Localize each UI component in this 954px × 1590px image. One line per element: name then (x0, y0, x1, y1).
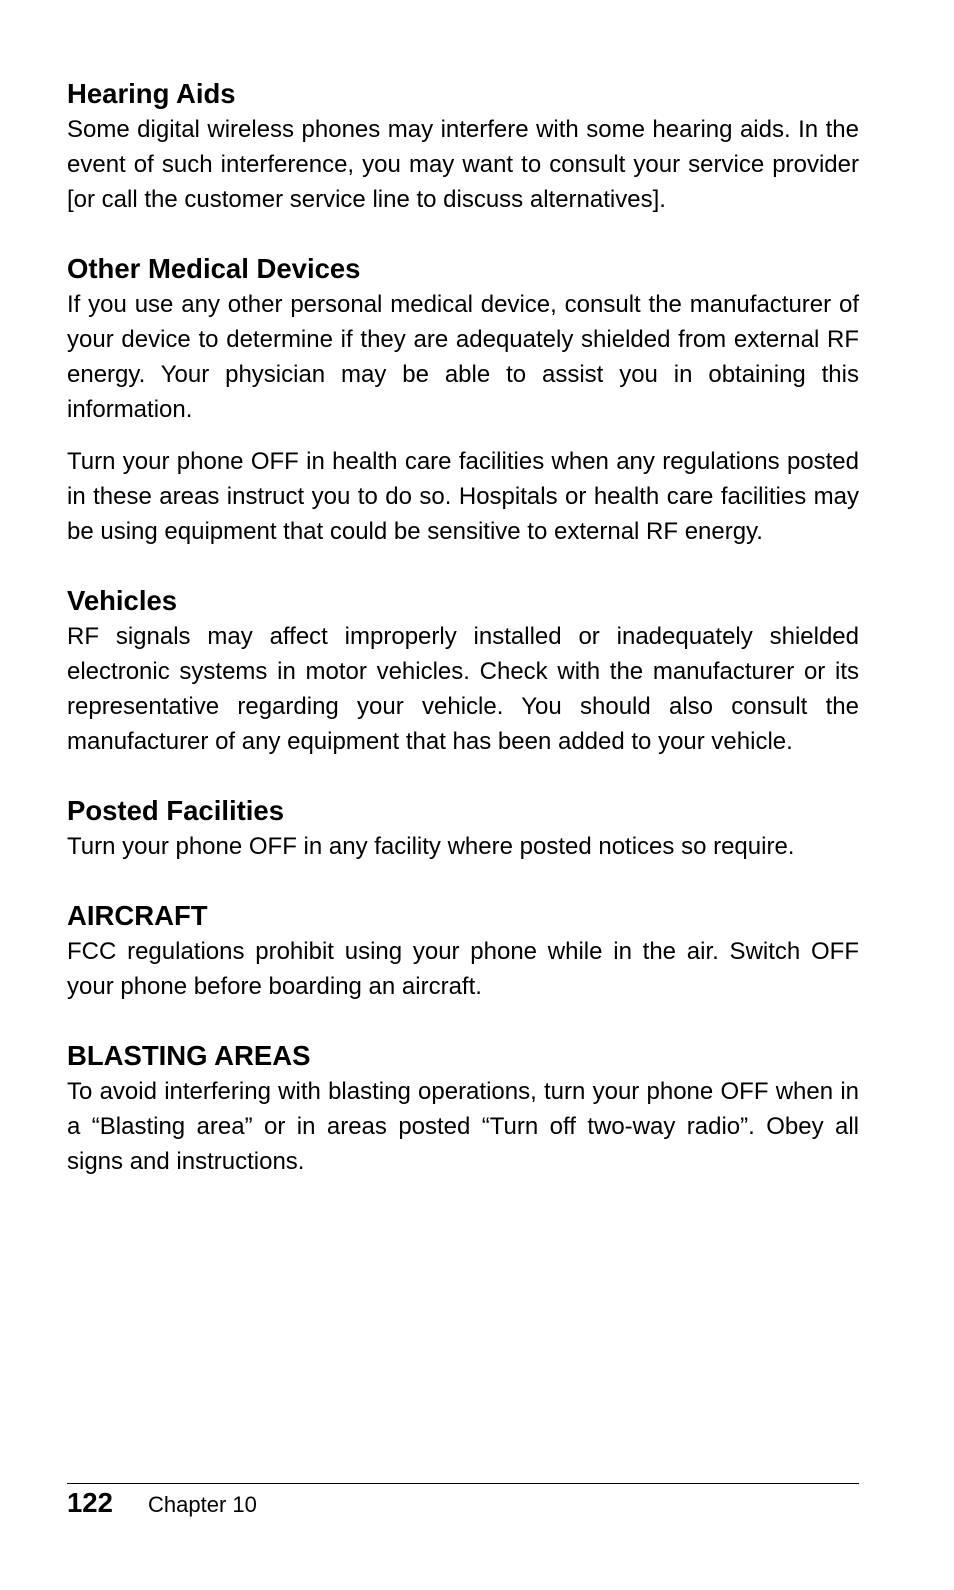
section-heading: Other Medical Devices (67, 253, 361, 284)
section-paragraph: If you use any other personal medical device, consult the manufacturer of your device to determine if they are adequately shielded from external RF energy. Your physician may be able to assist you in obtaining this information. (67, 291, 859, 423)
section-heading: Hearing Aids (67, 78, 236, 109)
section-blasting-areas (67, 1038, 859, 1179)
section-hearing-aids (67, 76, 859, 217)
section-other-medical-devices (67, 251, 859, 549)
section-heading: BLASTING AREAS (67, 1040, 311, 1071)
footer-divider (67, 1483, 859, 1484)
section-paragraph: Turn your phone OFF in any facility where posted notices so require. (67, 833, 795, 860)
section-paragraph: Turn your phone OFF in health care facilities when any regulations posted in these areas instruct you to do so. Hospitals or health care facilities may be using equipment that could be sensitive to external RF energy. (67, 448, 859, 545)
section-vehicles (67, 583, 859, 759)
page-number: 122 (67, 1487, 113, 1518)
section-paragraph: To avoid interfering with blasting operations, turn your phone OFF when in a “Blasting area” or in areas posted “Turn off two-way radio”. Obey all signs and instructions. (67, 1078, 859, 1175)
section-paragraph: FCC regulations prohibit using your phone while in the air. Switch OFF your phone before boarding an aircraft. (67, 938, 859, 1000)
section-aircraft (67, 898, 859, 1004)
chapter-label: Chapter 10 (148, 1492, 257, 1517)
section-paragraph: Some digital wireless phones may interfere with some hearing aids. In the event of such interference, you may want to consult your service provider [or call the customer service line to discuss alternatives]. (67, 116, 859, 213)
section-paragraph: RF signals may affect improperly installed or inadequately shielded electronic systems in motor vehicles. Check with the manufacturer or its representative regarding your vehicle. You should also consult the manufacturer of any equipment that has been added to your vehicle. (67, 623, 859, 755)
section-heading: AIRCRAFT (67, 900, 208, 931)
page-content (67, 76, 859, 1179)
section-posted-facilities (67, 793, 859, 864)
section-heading: Posted Facilities (67, 795, 285, 826)
section-heading: Vehicles (67, 585, 178, 616)
